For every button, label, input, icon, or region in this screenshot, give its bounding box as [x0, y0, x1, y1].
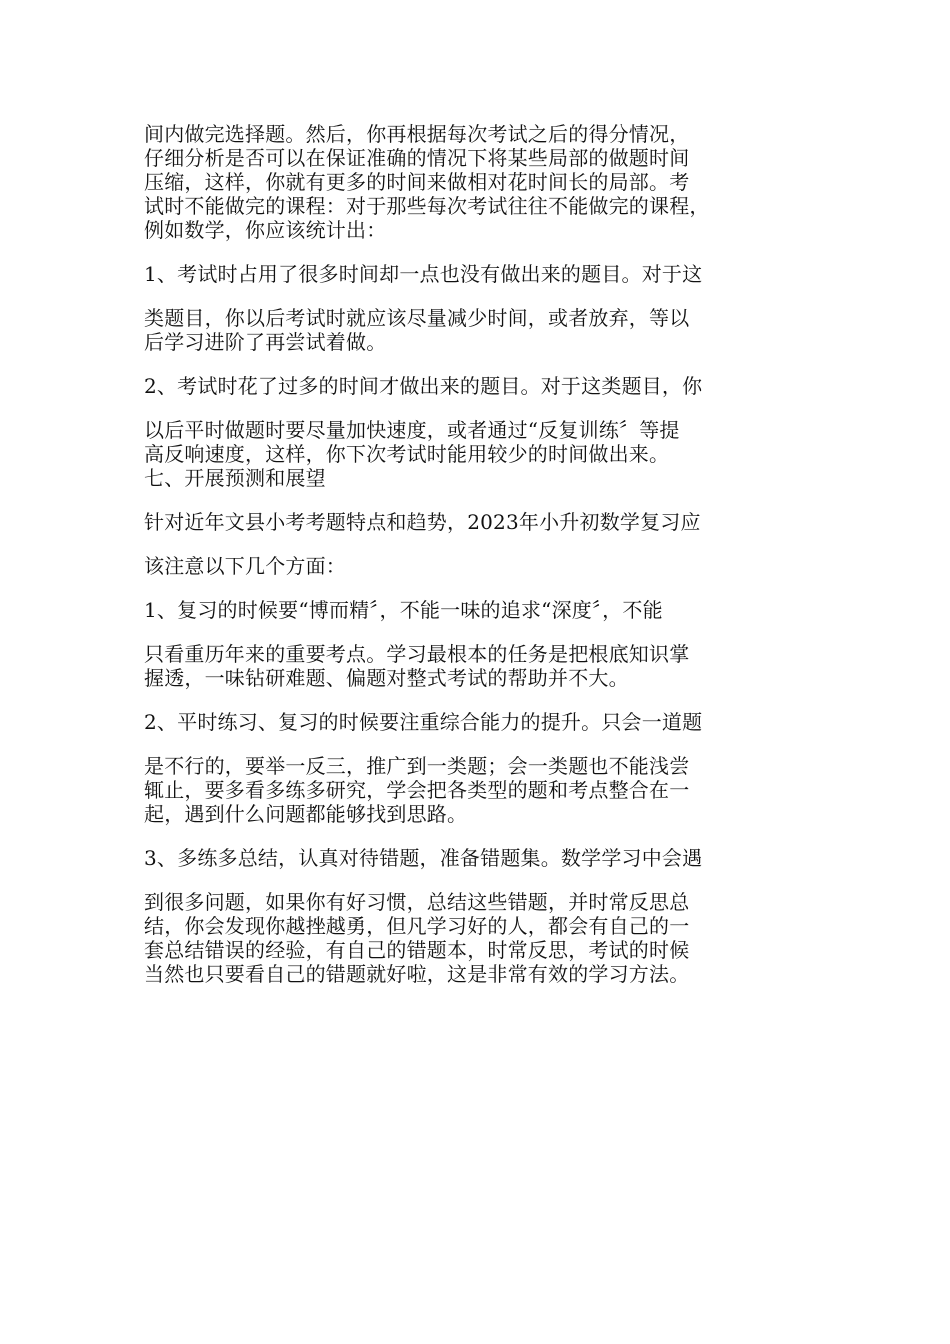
- list-item-2-line: 2、考试时花了过多的时间才做出来的题目。对于这类题目，你: [144, 374, 703, 398]
- list-item-1-line: 1、复习的时候要“博而精〞，不能一味的追求“深度〞，不能: [144, 598, 663, 622]
- text-line: 该注意以下几个方面：: [144, 554, 346, 578]
- text-line: 起，遇到什么问题都能够找到思路。: [144, 802, 468, 826]
- text-line: 高反响速度，这样，你下次考试时能用较少的时间做出来。: [144, 442, 670, 466]
- text-line: 当然也只要看自己的错题就好啦，这是非常有效的学习方法。: [144, 962, 690, 986]
- section-heading: 七、开展预测和展望: [144, 466, 326, 490]
- text-line: 套总结错误的经验，有自己的错题本，时常反思，考试的时候: [144, 938, 690, 962]
- text-line: 结，你会发现你越挫越勇，但凡学习好的人，都会有自己的一: [144, 914, 690, 938]
- text-line: 压缩，这样，你就有更多的时间来做相对花时间长的局部。考: [144, 170, 690, 194]
- text-line: 例如数学，你应该统计出：: [144, 218, 387, 242]
- text-line: 类题目，你以后考试时就应该尽量减少时间，或者放弃，等以: [144, 306, 690, 330]
- list-item-2-line: 2、平时练习、复习的时候要注重综合能力的提升。只会一道题: [144, 710, 703, 734]
- text-line: 间内做完选择题。然后，你再根据每次考试之后的得分情况，: [144, 122, 690, 146]
- list-item-1-line: 1、考试时占用了很多时间却一点也没有做出来的题目。对于这: [144, 262, 703, 286]
- text-line: 以后平时做题时要尽量加快速度，或者通过“反复训练〞等提: [144, 418, 680, 442]
- text-line: 后学习进阶了再尝试着做。: [144, 330, 387, 354]
- text-line: 试时不能做完的课程：对于那些每次考试往往不能做完的课程，: [144, 194, 710, 218]
- text-line: 到很多问题，如果你有好习惯，总结这些错题，并时常反思总: [144, 890, 690, 914]
- text-line: 是不行的，要举一反三，推广到一类题；会一类题也不能浅尝: [144, 754, 690, 778]
- text-line: 辄止，要多看多练多研究，学会把各类型的题和考点整合在一: [144, 778, 690, 802]
- list-item-3-line: 3、多练多总结，认真对待错题，准备错题集。数学学习中会遇: [144, 846, 703, 870]
- text-line: 仔细分析是否可以在保证准确的情况下将某些局部的做题时间: [144, 146, 690, 170]
- document-body: [144, 122, 816, 986]
- text-line: 针对近年文县小考考题特点和趋势，2023年小升初数学复习应: [144, 510, 701, 534]
- text-line: 只看重历年来的重要考点。学习最根本的任务是把根底知识掌: [144, 642, 690, 666]
- text-line: 握透，一味钻研难题、偏题对整式考试的帮助并不大。: [144, 666, 629, 690]
